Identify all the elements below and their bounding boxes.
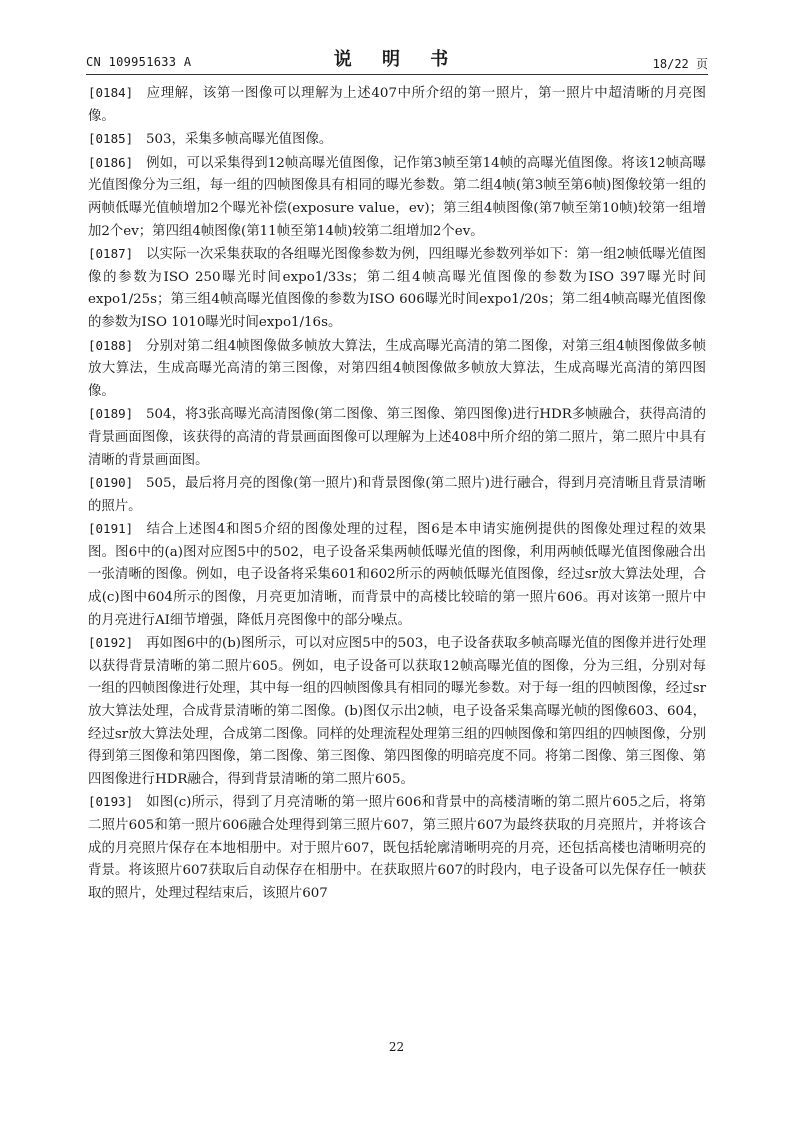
paragraph-text: 503，采集多帧高曝光值图像。 [146, 132, 333, 148]
paragraph-number: [0184] [88, 85, 134, 100]
paragraph [88, 82, 706, 128]
paragraph-number: [0187] [88, 246, 134, 262]
paragraph-text: 504，将3张高曝光高清图像(第二图像、第三图像、第四图像)进行HDR多帧融合，获得高清的背景画面图像，该获得的高清的背景画面图像可以理解为上述408中所介绍的第二照片，第二照片中具有清晰的背景画面图。 [88, 407, 706, 468]
paragraph [88, 403, 706, 472]
patent-number: CN 109951633 A [86, 55, 192, 69]
paragraph-number: [0186] [88, 154, 134, 170]
paragraph-text: 再如图6中的(b)图所示，可以对应图5中的503，电子设备获取多帧高曝光值的图像并进行处理以获得背景清晰的第二照片605。例如，电子设备可以获取12帧高曝光值的图像，分为三组，分别对每一组的四帧图像进行处理，其中每一组的四帧图像具有相同的曝光参数。对于每一组的四帧图像，经过sr放大算法处理，合成背景清晰的第二图像。(b)图仅示出2帧，电子设备采集高曝光帧的图像603、604，经过sr放大算法处理，合成第二图像。同样的处理流程处理第三组的四帧图像和第四组的四帧图像，分别得到第三图像和第四图像，第二图像、第三图像、第四图像的明暗亮度不同。将第二图像、第三图像、第四图像进行HDR融合，得到背景清晰的第二照片605。 [88, 636, 706, 787]
paragraph [88, 632, 706, 791]
page-header [86, 44, 708, 75]
paragraph-text: 分别对第二组4帧图像做多帧放大算法，生成高曝光高清的第二图像，对第三组4帧图像做多帧放大算法，生成高曝光高清的第三图像，对第四组4帧图像做多帧放大算法，生成高曝光高清的第四图像。 [88, 338, 706, 399]
paragraph [88, 472, 706, 518]
document-body [88, 82, 706, 905]
paragraph [88, 128, 706, 152]
paragraph [88, 335, 706, 404]
paragraph-number: [0185] [88, 131, 134, 147]
paragraph-number: [0190] [88, 475, 134, 491]
paragraph-text: 如图(c)所示，得到了月亮清晰的第一照片606和背景中的高楼清晰的第二照片605之后，将第二照片605和第一照片606融合处理得到第三照片607，第三照片607为最终获取的月亮照片，并将该合成的月亮照片保存在本地相册中。对于照片607，既包括轮廓清晰明亮的月亮，还包括高楼也清晰明亮的背景。将该照片607获取后自动保存在相册中。在获取照片607的时段内，电子设备可以先保存任一帧获取的照片，处理过程结束后，该照片607 [88, 795, 706, 901]
paragraph-text: 应理解，该第一图像可以理解为上述407中所介绍的第一照片，第一照片中超清晰的月亮图像。 [88, 86, 706, 124]
paragraph-number: [0189] [88, 406, 134, 422]
paragraph-text: 结合上述图4和图5介绍的图像处理的过程，图6是本申请实施例提供的图像处理过程的效果图。图6中的(a)图对应图5中的502，电子设备采集两帧低曝光值的图像，利用两帧低曝光值图像融合出一张清晰的图像。例如，电子设备将采集601和602所示的两帧低曝光值图像，经过sr放大算法处理，合成(c)图中604所示的图像，月亮更加清晰，而背景中的高楼比较暗的第一照片606。再对该第一照片中的月亮进行AI细节增强，降低月亮图像中的部分噪点。 [88, 522, 706, 628]
document-title: 说 明 书 [333, 49, 461, 70]
paragraph-number: [0188] [88, 337, 134, 353]
paragraph-text: 例如，可以采集得到12帧高曝光值图像，记作第3帧至第14帧的高曝光值图像。将该12帧高曝光值图像分为三组，每一组的四帧图像具有相同的曝光参数。第二组4帧(第3帧至第6帧)图像较第一组的两帧低曝光值帧增加2个曝光补偿(exposure value，ev)；第三组4帧图像(第7帧至第10帧)较第一组增加2个ev；第四组4帧图像(第11帧至第14帧)较第二组增加2个ev。 [88, 155, 706, 239]
paragraph-text: 505，最后将月亮的图像(第一照片)和背景图像(第二照片)进行融合，得到月亮清晰且背景清晰的照片。 [88, 476, 706, 514]
page-number: 22 [388, 1040, 405, 1054]
paragraph [88, 791, 706, 905]
page-indicator: 18/22 页 [652, 57, 708, 71]
paragraph [88, 518, 706, 632]
paragraph [88, 152, 706, 243]
paragraph-number: [0191] [88, 521, 134, 537]
paragraph [88, 243, 706, 334]
paragraph-number: [0193] [88, 794, 134, 810]
paragraph-number: [0192] [88, 635, 134, 651]
paragraph-text: 以实际一次采集获取的各组曝光图像参数为例，四组曝光参数列举如下：第一组2帧低曝光值图像的参数为ISO 250曝光时间expo1/33s；第二组4帧高曝光值图像的参数为ISO 397曝光时间expo1/25s；第三组4帧高曝光值图像的参数为ISO 606曝光时间expo1/20s；第二组4帧高曝光值图像的参数为ISO 1010曝光时间expo1/16s。 [88, 247, 706, 330]
